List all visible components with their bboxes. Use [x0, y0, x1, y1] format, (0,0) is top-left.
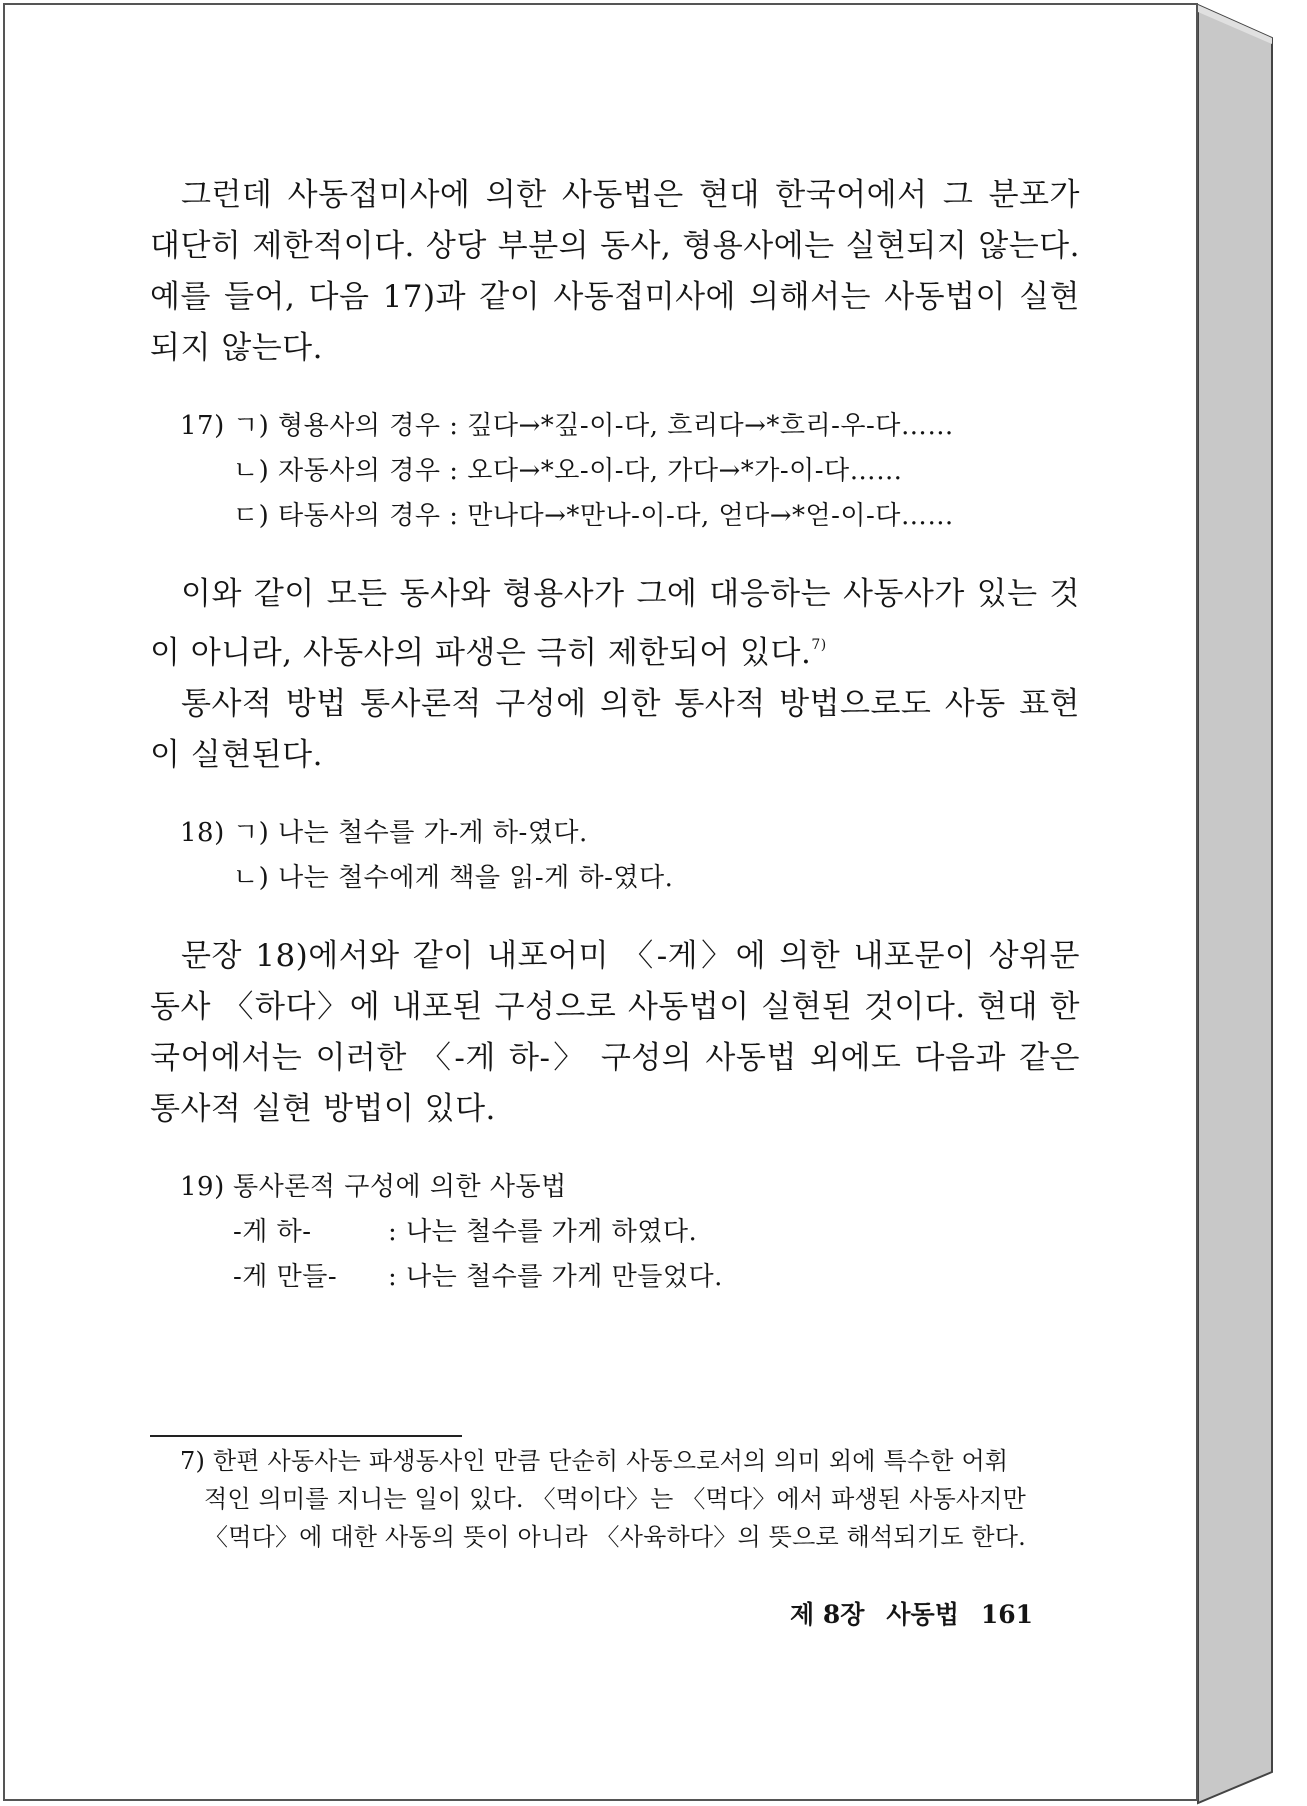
chapter-title: 사동법: [886, 1600, 959, 1629]
footnote: [180, 1442, 1078, 1556]
example-number: 18): [180, 818, 225, 848]
example-line: ㄷ) 타동사의 경우 : 만나다→*만나-이-다, 얻다→*얻-이-다……: [233, 501, 954, 531]
example-label: -게 만들-: [233, 1262, 338, 1292]
footnote-line: 적인 의미를 지니는 일이 있다. 〈먹이다〉는 〈먹다〉에서 파생된 사동사지만: [204, 1485, 1027, 1513]
paragraph-2: [150, 569, 1080, 679]
example-18: [150, 811, 1080, 901]
paragraph-2-text: 이와 같이 모든 동사와 형용사가 그에 대응하는 사동사가 있는 것이 아니라, 사동사의 파생은 극히 제한되어 있다.: [150, 576, 1080, 671]
example-line: : 나는 철수를 가게 만들었다.: [388, 1262, 723, 1292]
example-number: 17): [180, 411, 225, 441]
example-19: [150, 1165, 1080, 1300]
paragraph-4: 문장 18)에서와 같이 내포어미 〈-게〉에 의한 내포문이 상위문 동사 〈하다〉에 내포된 구성으로 사동법이 실현된 것이다. 현대 한국어에서는 이러한 〈-게 하-〉 구성의 사동법 외에도 다음과 같은 통사적 실현 방법이 있다.: [150, 938, 1080, 1127]
example-label: -게 하-: [233, 1217, 312, 1247]
chapter-label: 제 8장: [790, 1600, 865, 1629]
footnote-divider: [150, 1435, 462, 1437]
example-line: ㄴ) 나는 철수에게 책을 읽-게 하-였다.: [233, 863, 674, 893]
example-number: 19): [180, 1172, 225, 1202]
example-line: ㄱ) 나는 철수를 가-게 하-였다.: [233, 818, 588, 848]
example-line: ㄱ) 형용사의 경우 : 깊다→*깊-이-다, 흐리다→*흐리-우-다……: [233, 411, 954, 441]
example-line: : 나는 철수를 가게 하였다.: [388, 1217, 698, 1247]
footnote-line: 〈먹다〉에 대한 사동의 뜻이 아니라 〈사육하다〉의 뜻으로 해석되기도 한다.: [204, 1523, 1027, 1551]
example-title: 통사론적 구성에 의한 사동법: [233, 1172, 567, 1202]
running-footer: [790, 1595, 1033, 1631]
example-17: [150, 404, 1080, 539]
paragraph-1: 그런데 사동접미사에 의한 사동법은 현대 한국어에서 그 분포가 대단히 제한적이다. 상당 부분의 동사, 형용사에는 실현되지 않는다. 예를 들어, 다음 17)과 같이 사동접미사에 의해서는 사동법이 실현되지 않는다.: [150, 177, 1080, 366]
page-number: 161: [980, 1600, 1034, 1629]
footnote-line: 7) 한편 사동사는 파생동사인 만큼 단순히 사동으로서의 의미 외에 특수한 어휘: [180, 1447, 1009, 1475]
body-text: [150, 170, 1080, 1300]
paragraph-3: 통사적 방법 통사론적 구성에 의한 통사적 방법으로도 사동 표현이 실현된다.: [150, 686, 1080, 773]
footnote-ref: 7): [811, 637, 827, 653]
example-line: ㄴ) 자동사의 경우 : 오다→*오-이-다, 가다→*가-이-다……: [233, 456, 903, 486]
